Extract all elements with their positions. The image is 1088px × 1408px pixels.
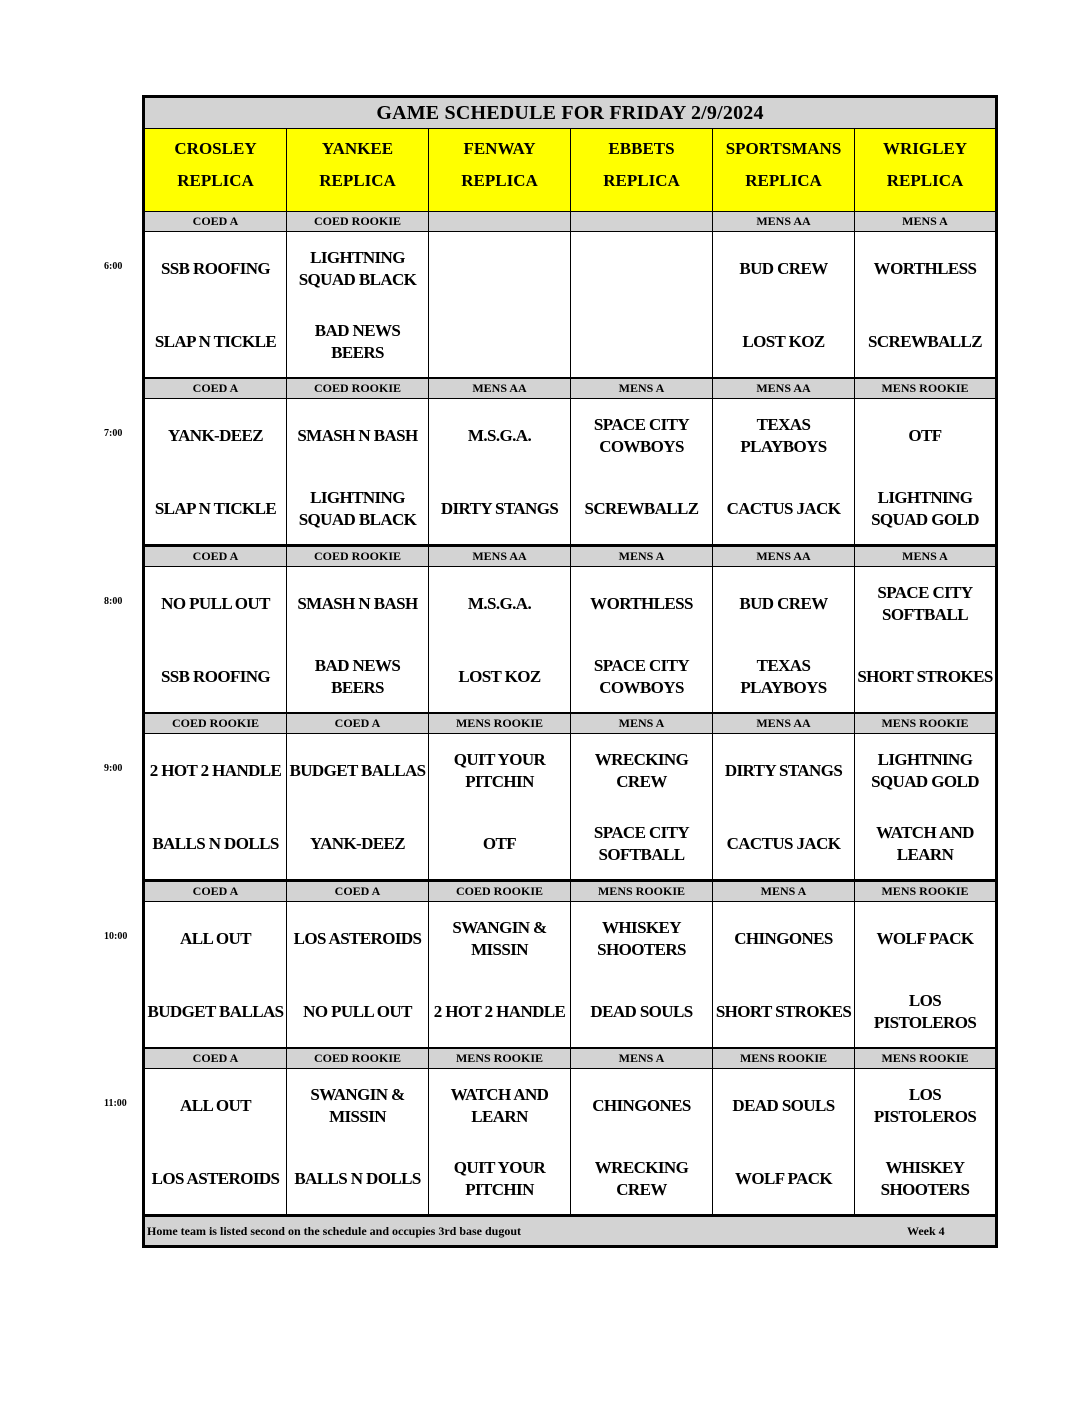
game-cell	[287, 232, 428, 377]
division-label: COED ROOKIE	[145, 714, 286, 733]
time-label: 11:00	[104, 1098, 127, 1109]
home-team: WRECKING CREW	[594, 1158, 689, 1199]
venue-header	[713, 129, 854, 211]
venue-header	[429, 129, 570, 211]
away-team: NO PULL OUT	[161, 594, 270, 613]
venue-subtitle: REPLICA	[745, 171, 822, 190]
game-cell	[145, 567, 286, 712]
game-cell	[713, 734, 854, 879]
division-label: MENS A	[855, 212, 995, 231]
away-team: LOS ASTEROIDS	[293, 929, 422, 948]
away-team	[429, 239, 570, 299]
division-label: COED A	[287, 714, 428, 733]
division-row	[145, 547, 995, 566]
division-label: COED ROOKIE	[429, 882, 570, 901]
game-cell	[287, 902, 428, 1047]
home-team: CACTUS JACK	[726, 834, 841, 853]
away-team: BUD CREW	[739, 594, 828, 613]
home-team: BAD NEWS BEERS	[314, 656, 401, 697]
division-row	[145, 882, 995, 901]
game-cell	[713, 902, 854, 1047]
week-label: Week 4	[907, 1224, 945, 1238]
game-cell	[571, 399, 712, 544]
time-label: 7:00	[104, 428, 123, 439]
schedule-table	[142, 95, 998, 1248]
venue-name: CROSLEY	[174, 139, 257, 158]
game-cell	[713, 232, 854, 377]
division-label: COED A	[145, 1049, 286, 1068]
away-team: ALL OUT	[180, 1096, 251, 1115]
game-cell	[145, 1069, 286, 1214]
venue-name: YANKEE	[321, 139, 394, 158]
away-team: SSB ROOFING	[160, 259, 271, 278]
away-team: M.S.G.A.	[467, 594, 532, 613]
division-label: MENS AA	[713, 212, 854, 231]
game-row	[145, 902, 995, 1047]
home-team: LOS ASTEROIDS	[151, 1169, 280, 1188]
home-team: SHORT STROKES	[715, 1002, 852, 1021]
division-label: COED A	[145, 547, 286, 566]
home-team	[571, 312, 712, 372]
game-cell	[145, 902, 286, 1047]
home-team: WOLF PACK	[734, 1169, 833, 1188]
game-cell	[145, 399, 286, 544]
game-row	[145, 232, 995, 377]
away-team	[571, 239, 712, 299]
division-row	[145, 212, 995, 231]
game-cell	[571, 567, 712, 712]
venue-subtitle: REPLICA	[319, 171, 396, 190]
away-team: M.S.G.A.	[467, 426, 532, 445]
venue-name: WRIGLEY	[882, 139, 968, 158]
away-team: TEXAS PLAYBOYS	[740, 415, 827, 456]
division-label: MENS AA	[713, 547, 854, 566]
game-row	[145, 1069, 995, 1214]
division-row	[145, 379, 995, 398]
away-team: DIRTY STANGS	[724, 761, 843, 780]
time-label: 8:00	[104, 596, 123, 607]
home-team: LOST KOZ	[742, 332, 825, 351]
home-team: BAD NEWS BEERS	[314, 321, 401, 362]
game-cell	[571, 902, 712, 1047]
venue-header	[145, 129, 286, 211]
home-team: NO PULL OUT	[303, 1002, 412, 1021]
division-label: MENS A	[855, 547, 995, 566]
home-team: 2 HOT 2 HANDLE	[433, 1002, 566, 1021]
away-team: WORTHLESS	[873, 259, 977, 278]
home-team: LOS PISTOLEROS	[873, 991, 977, 1032]
game-cell	[287, 567, 428, 712]
away-team: BUDGET BALLAS	[289, 761, 426, 780]
division-label: MENS ROOKIE	[855, 1049, 995, 1068]
division-label: COED A	[145, 882, 286, 901]
away-team: OTF	[908, 426, 942, 445]
time-label: 9:00	[104, 763, 123, 774]
home-team: SPACE CITY SOFTBALL	[593, 823, 690, 864]
venue-subtitle: REPLICA	[461, 171, 538, 190]
away-team: WOLF PACK	[876, 929, 974, 948]
home-team: DIRTY STANGS	[440, 499, 559, 518]
game-cell	[429, 399, 570, 544]
division-row	[145, 1049, 995, 1068]
game-cell	[571, 1069, 712, 1214]
division-label	[429, 212, 570, 231]
division-label: COED ROOKIE	[287, 212, 428, 231]
away-team: WORTHLESS	[590, 594, 693, 613]
venue-subtitle: REPLICA	[603, 171, 680, 190]
venue-subtitle: REPLICA	[177, 171, 254, 190]
division-label: COED A	[145, 212, 286, 231]
division-label: MENS ROOKIE	[855, 379, 995, 398]
division-label: COED A	[145, 379, 286, 398]
division-label: COED ROOKIE	[287, 547, 428, 566]
home-team: WATCH AND LEARN	[876, 823, 974, 864]
division-label: MENS A	[571, 1049, 712, 1068]
game-cell	[713, 567, 854, 712]
division-label: MENS A	[571, 547, 712, 566]
game-cell	[287, 1069, 428, 1214]
venue-subtitle: REPLICA	[886, 171, 964, 190]
game-cell	[429, 232, 570, 377]
game-cell	[855, 902, 995, 1047]
home-team: CACTUS JACK	[726, 499, 841, 518]
home-team: BUDGET BALLAS	[147, 1002, 284, 1021]
schedule-title: GAME SCHEDULE FOR FRIDAY 2/9/2024	[145, 98, 995, 128]
game-cell	[855, 567, 995, 712]
home-team: SSB ROOFING	[160, 667, 271, 686]
away-team: 2 HOT 2 HANDLE	[149, 761, 282, 780]
division-label: MENS AA	[429, 379, 570, 398]
game-cell	[713, 399, 854, 544]
division-label: MENS AA	[713, 714, 854, 733]
away-team: QUIT YOUR PITCHIN	[453, 750, 546, 791]
division-label: MENS AA	[429, 547, 570, 566]
game-cell	[429, 1069, 570, 1214]
home-team: BALLS N DOLLS	[152, 834, 279, 853]
away-team: SWANGIN & MISSIN	[452, 918, 547, 959]
venue-name: SPORTSMANS	[725, 139, 842, 158]
away-team: YANK-DEEZ	[167, 426, 264, 445]
venue-name: FENWAY	[463, 139, 536, 158]
away-team: SWANGIN & MISSIN	[310, 1085, 405, 1126]
game-cell	[429, 902, 570, 1047]
away-team: LIGHTNING SQUAD GOLD	[871, 750, 979, 791]
away-team: CHINGONES	[592, 1096, 691, 1115]
division-label: MENS A	[571, 714, 712, 733]
venue-name: EBBETS	[608, 139, 675, 158]
game-cell	[855, 1069, 995, 1214]
division-label: MENS AA	[713, 379, 854, 398]
time-label: 10:00	[104, 931, 128, 942]
home-team: QUIT YOUR PITCHIN	[453, 1158, 546, 1199]
home-team: DEAD SOULS	[590, 1002, 693, 1021]
game-cell	[571, 232, 712, 377]
division-label: MENS ROOKIE	[855, 882, 995, 901]
away-team: ALL OUT	[180, 929, 251, 948]
division-label: COED ROOKIE	[287, 1049, 428, 1068]
home-team: SLAP N TICKLE	[154, 499, 277, 518]
venue-header	[571, 129, 712, 211]
away-team: LIGHTNING SQUAD BLACK	[298, 248, 417, 289]
home-team: LOST KOZ	[458, 667, 541, 686]
division-label: COED A	[287, 882, 428, 901]
home-team: SPACE CITY COWBOYS	[593, 656, 690, 697]
home-team: TEXAS PLAYBOYS	[740, 656, 827, 697]
away-team: SMASH N BASH	[297, 426, 418, 445]
game-row	[145, 567, 995, 712]
away-team: LOS PISTOLEROS	[873, 1085, 977, 1126]
away-team: WRECKING CREW	[594, 750, 689, 791]
home-team	[429, 312, 570, 372]
game-cell	[855, 734, 995, 879]
away-team: WATCH AND LEARN	[450, 1085, 549, 1126]
division-label: MENS ROOKIE	[429, 714, 570, 733]
game-cell	[429, 567, 570, 712]
away-team: WHISKEY SHOOTERS	[597, 918, 686, 959]
home-team: LIGHTNING SQUAD GOLD	[871, 488, 979, 529]
division-label: MENS ROOKIE	[713, 1049, 854, 1068]
away-team: CHINGONES	[734, 929, 833, 948]
schedule-footer	[145, 1217, 995, 1245]
home-team: LIGHTNING SQUAD BLACK	[298, 488, 417, 529]
game-cell	[713, 1069, 854, 1214]
division-row	[145, 714, 995, 733]
away-team: SPACE CITY SOFTBALL	[877, 583, 973, 624]
division-label: MENS A	[713, 882, 854, 901]
division-label	[571, 212, 712, 231]
home-team: SCREWBALLZ	[584, 499, 699, 518]
home-team: SCREWBALLZ	[868, 332, 982, 351]
away-team: SPACE CITY COWBOYS	[593, 415, 690, 456]
division-label: MENS A	[571, 379, 712, 398]
division-label: MENS ROOKIE	[571, 882, 712, 901]
game-cell	[145, 734, 286, 879]
game-cell	[287, 734, 428, 879]
venue-header	[287, 129, 428, 211]
division-label: MENS ROOKIE	[429, 1049, 570, 1068]
game-cell	[571, 734, 712, 879]
away-team: DEAD SOULS	[732, 1096, 835, 1115]
venue-header-row	[145, 129, 995, 211]
game-cell	[855, 232, 995, 377]
game-row	[145, 399, 995, 544]
venue-header	[855, 129, 995, 211]
time-label: 6:00	[104, 261, 123, 272]
game-cell	[287, 399, 428, 544]
home-team: SLAP N TICKLE	[154, 332, 277, 351]
home-team: WHISKEY SHOOTERS	[880, 1158, 970, 1199]
home-team: YANK-DEEZ	[309, 834, 406, 853]
away-team: BUD CREW	[739, 259, 828, 278]
game-cell	[429, 734, 570, 879]
game-row	[145, 734, 995, 879]
division-label: MENS ROOKIE	[855, 714, 995, 733]
home-team: BALLS N DOLLS	[294, 1169, 421, 1188]
home-team: SHORT STROKES	[857, 667, 993, 686]
home-team-note: Home team is listed second on the schedule and occupies 3rd base dugout	[147, 1224, 522, 1238]
away-team: SMASH N BASH	[297, 594, 418, 613]
game-cell	[145, 232, 286, 377]
game-cell	[855, 399, 995, 544]
division-label: COED ROOKIE	[287, 379, 428, 398]
home-team: OTF	[482, 834, 517, 853]
